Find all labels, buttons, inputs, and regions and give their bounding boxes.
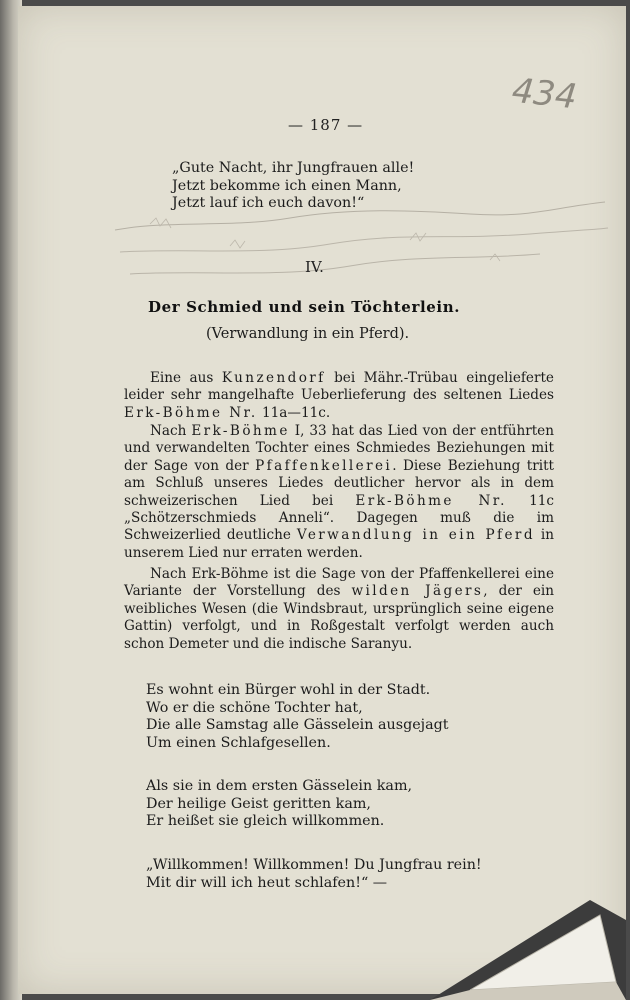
page-number: — 187 — [288,116,364,134]
archive-number: 434 [510,70,579,118]
place-name: Kunzendorf [221,370,326,386]
text: Nach Erk-Böhme ist die Sage von der Pfaffenkellerei eine Variante der Vorstellung des [124,566,554,600]
text: , der ein weibliches Wesen (die Windsbraut, ursprünglich seine eigene Gattin) verfolgt, und in Roßgestalt verfolgt werden auch schon Demeter und die indische Saranyu. [124,583,555,652]
verse-line: „Willkommen! Willkommen! Du Jungfrau rein! [146,857,482,873]
verse-line: Wo er die schöne Tochter hat, [146,699,363,716]
text: Eine aus [150,370,222,386]
pencil-scribble-illegible [110,200,610,300]
text: I, 33 hat das Lied von der entführten und verwandelten Tochter eines Schmiedes Beziehungen mit der Sage von der [124,423,554,474]
reference: Erk-Böhme [191,423,290,439]
text: 11c „Schötzerschmieds Anneli“. Dagegen muß die im Schweizerlied deutliche [124,492,555,544]
verse-line: Jetzt bekomme ich einen Mann, [172,177,402,194]
paragraph-intro [124,370,554,422]
verse-line: Der heilige Geist geritten kam, [146,795,371,812]
text: in unserem Lied nur erraten werden. [124,527,554,561]
song-title: Der Schmied und sein Töchterlein. [148,298,461,316]
section-number: IV. [305,258,324,276]
verse-line: Es wohnt ein Bürger wohl in der Stadt. [146,682,431,698]
motif: wilden Jägers [351,583,484,600]
paragraph-relation [124,423,554,562]
text: . Diese Beziehung tritt am Schluß unseres Liedes deutlicher hervor als in dem schweizerischen Lied bei [124,457,554,509]
reference: Erk-Böhme Nr. [124,404,258,421]
reference: Erk-Böhme Nr. [355,492,507,509]
verse-line: Um einen Schlafgesellen. [146,734,331,751]
verse-line: Jetzt lauf ich euch davon!“ [172,195,365,211]
legend-name: Pfaffenkellerei [255,457,393,474]
verse-line: „Gute Nacht, ihr Jungfrauen alle! [172,160,415,176]
verse-line: Die alle Samstag alle Gässelein ausgejagt [146,717,449,733]
song-subtitle: (Verwandlung in ein Pferd). [206,326,410,342]
verse-line: Mit dir will ich heut schlafen!“ — [146,874,388,891]
verse-line: Als sie in dem ersten Gässelein kam, [146,778,413,794]
motif: Verwandlung in ein Pferd [296,527,535,544]
song-verse-1 [146,682,449,752]
paragraph-variant [124,566,554,653]
verse-line: Er heißet sie gleich willkommen. [146,813,385,829]
text: 11a—11c. [257,404,331,421]
song-verse-3 [146,857,482,892]
text: bei Mähr.-Trübau eingelieferte leider sehr mangelhafte Ueberlieferung des seltenen Liedes [124,370,554,404]
song-verse-2 [146,778,412,831]
text: Nach [150,423,192,439]
